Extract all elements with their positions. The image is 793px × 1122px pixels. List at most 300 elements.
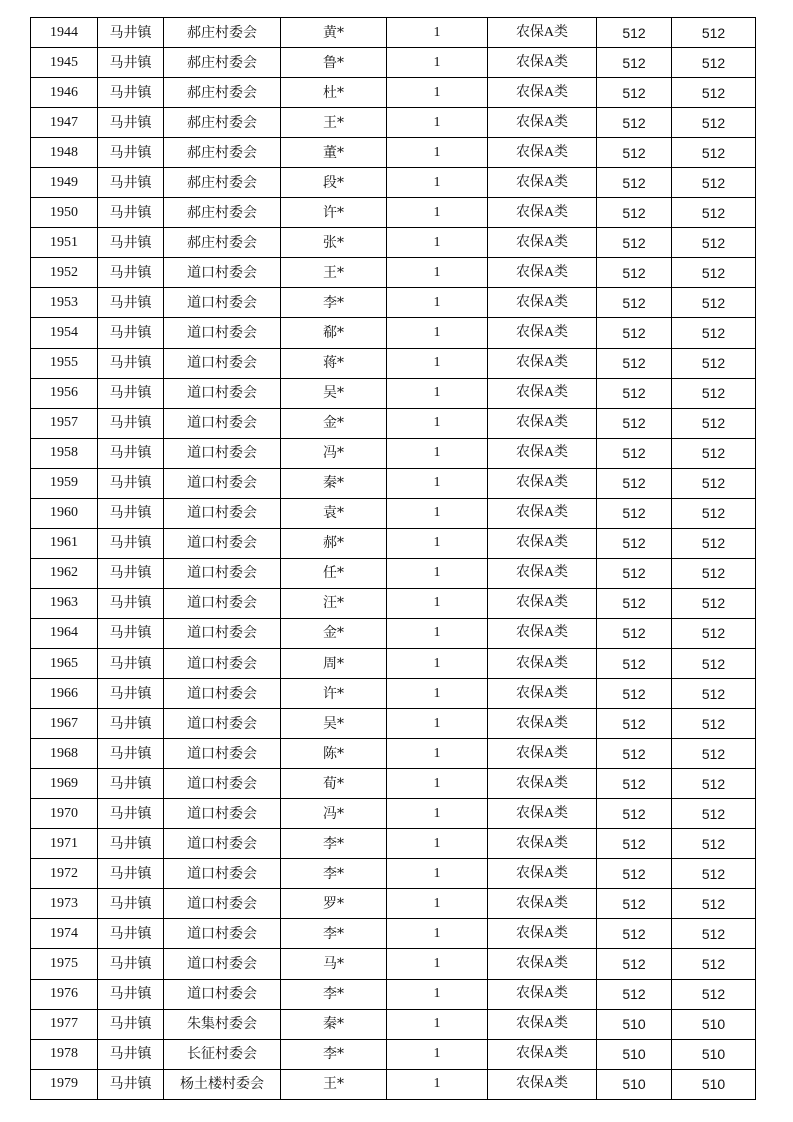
cell-amount-total: 512 — [672, 979, 756, 1009]
cell-town: 马井镇 — [98, 108, 164, 138]
cell-person-name: 吴* — [281, 709, 387, 739]
cell-serial-number: 1977 — [31, 1009, 98, 1039]
cell-amount-total: 512 — [672, 588, 756, 618]
table-row — [31, 919, 756, 949]
cell-person-name: 李* — [281, 288, 387, 318]
cell-village-committee: 郝庄村委会 — [164, 48, 281, 78]
cell-amount-total: 512 — [672, 679, 756, 709]
cell-town: 马井镇 — [98, 979, 164, 1009]
cell-insurance-type: 农保A类 — [488, 438, 597, 468]
cell-serial-number: 1968 — [31, 739, 98, 769]
cell-amount: 512 — [597, 438, 672, 468]
cell-serial-number: 1962 — [31, 558, 98, 588]
table-row — [31, 679, 756, 709]
cell-count: 1 — [387, 1039, 488, 1069]
cell-amount: 512 — [597, 618, 672, 648]
cell-serial-number: 1946 — [31, 78, 98, 108]
cell-count: 1 — [387, 979, 488, 1009]
cell-person-name: 张* — [281, 228, 387, 258]
cell-town: 马井镇 — [98, 889, 164, 919]
cell-amount-total: 512 — [672, 318, 756, 348]
cell-insurance-type: 农保A类 — [488, 889, 597, 919]
cell-serial-number: 1963 — [31, 588, 98, 618]
cell-village-committee: 杨土楼村委会 — [164, 1069, 281, 1099]
table-row — [31, 288, 756, 318]
cell-amount: 512 — [597, 829, 672, 859]
cell-insurance-type: 农保A类 — [488, 48, 597, 78]
cell-person-name: 段* — [281, 168, 387, 198]
cell-village-committee: 道口村委会 — [164, 468, 281, 498]
cell-serial-number: 1971 — [31, 829, 98, 859]
cell-serial-number: 1958 — [31, 438, 98, 468]
cell-serial-number: 1978 — [31, 1039, 98, 1069]
cell-amount-total: 512 — [672, 709, 756, 739]
cell-town: 马井镇 — [98, 528, 164, 558]
cell-count: 1 — [387, 78, 488, 108]
cell-insurance-type: 农保A类 — [488, 258, 597, 288]
table-row — [31, 198, 756, 228]
cell-amount-total: 512 — [672, 168, 756, 198]
cell-insurance-type: 农保A类 — [488, 799, 597, 829]
cell-village-committee: 道口村委会 — [164, 618, 281, 648]
cell-serial-number: 1967 — [31, 709, 98, 739]
table-row — [31, 829, 756, 859]
cell-count: 1 — [387, 138, 488, 168]
cell-amount: 512 — [597, 679, 672, 709]
cell-amount-total: 512 — [672, 438, 756, 468]
cell-person-name: 李* — [281, 859, 387, 889]
cell-town: 马井镇 — [98, 859, 164, 889]
cell-amount: 512 — [597, 588, 672, 618]
cell-amount: 512 — [597, 18, 672, 48]
cell-village-committee: 郝庄村委会 — [164, 78, 281, 108]
cell-serial-number: 1975 — [31, 949, 98, 979]
cell-amount: 510 — [597, 1039, 672, 1069]
roster-body — [31, 18, 756, 1100]
table-row — [31, 228, 756, 258]
cell-insurance-type: 农保A类 — [488, 679, 597, 709]
cell-count: 1 — [387, 588, 488, 618]
cell-count: 1 — [387, 408, 488, 438]
cell-amount: 512 — [597, 558, 672, 588]
cell-village-committee: 道口村委会 — [164, 408, 281, 438]
cell-amount-total: 512 — [672, 829, 756, 859]
cell-person-name: 罗* — [281, 889, 387, 919]
cell-village-committee: 道口村委会 — [164, 348, 281, 378]
cell-village-committee: 道口村委会 — [164, 919, 281, 949]
cell-insurance-type: 农保A类 — [488, 228, 597, 258]
cell-amount-total: 512 — [672, 48, 756, 78]
cell-count: 1 — [387, 949, 488, 979]
cell-insurance-type: 农保A类 — [488, 468, 597, 498]
cell-person-name: 荀* — [281, 769, 387, 799]
cell-person-name: 李* — [281, 919, 387, 949]
cell-insurance-type: 农保A类 — [488, 979, 597, 1009]
cell-serial-number: 1973 — [31, 889, 98, 919]
cell-amount-total: 510 — [672, 1039, 756, 1069]
cell-town: 马井镇 — [98, 829, 164, 859]
cell-serial-number: 1972 — [31, 859, 98, 889]
cell-count: 1 — [387, 859, 488, 889]
cell-amount-total: 512 — [672, 78, 756, 108]
table-row — [31, 168, 756, 198]
cell-town: 马井镇 — [98, 709, 164, 739]
cell-insurance-type: 农保A类 — [488, 18, 597, 48]
cell-amount: 512 — [597, 348, 672, 378]
cell-count: 1 — [387, 648, 488, 678]
table-row — [31, 498, 756, 528]
cell-person-name: 李* — [281, 829, 387, 859]
cell-insurance-type: 农保A类 — [488, 558, 597, 588]
cell-count: 1 — [387, 528, 488, 558]
cell-serial-number: 1965 — [31, 648, 98, 678]
cell-serial-number: 1964 — [31, 618, 98, 648]
cell-count: 1 — [387, 919, 488, 949]
cell-person-name: 金* — [281, 618, 387, 648]
cell-village-committee: 朱集村委会 — [164, 1009, 281, 1039]
cell-serial-number: 1960 — [31, 498, 98, 528]
cell-amount: 512 — [597, 709, 672, 739]
cell-amount-total: 512 — [672, 558, 756, 588]
cell-town: 马井镇 — [98, 78, 164, 108]
cell-serial-number: 1947 — [31, 108, 98, 138]
cell-count: 1 — [387, 18, 488, 48]
cell-insurance-type: 农保A类 — [488, 318, 597, 348]
cell-village-committee: 郝庄村委会 — [164, 168, 281, 198]
cell-amount-total: 512 — [672, 799, 756, 829]
cell-amount: 512 — [597, 288, 672, 318]
table-row — [31, 709, 756, 739]
cell-person-name: 任* — [281, 558, 387, 588]
cell-person-name: 陈* — [281, 739, 387, 769]
cell-village-committee: 道口村委会 — [164, 799, 281, 829]
cell-count: 1 — [387, 709, 488, 739]
table-row — [31, 859, 756, 889]
cell-town: 马井镇 — [98, 1039, 164, 1069]
cell-person-name: 黄* — [281, 18, 387, 48]
cell-serial-number: 1961 — [31, 528, 98, 558]
cell-count: 1 — [387, 799, 488, 829]
table-row — [31, 889, 756, 919]
table-row — [31, 1009, 756, 1039]
cell-insurance-type: 农保A类 — [488, 348, 597, 378]
cell-town: 马井镇 — [98, 288, 164, 318]
table-row — [31, 558, 756, 588]
cell-amount: 512 — [597, 739, 672, 769]
cell-town: 马井镇 — [98, 198, 164, 228]
cell-amount-total: 512 — [672, 949, 756, 979]
table-row — [31, 648, 756, 678]
table-row — [31, 438, 756, 468]
cell-serial-number: 1952 — [31, 258, 98, 288]
table-row — [31, 618, 756, 648]
cell-village-committee: 郝庄村委会 — [164, 138, 281, 168]
cell-village-committee: 道口村委会 — [164, 378, 281, 408]
cell-town: 马井镇 — [98, 648, 164, 678]
cell-amount-total: 512 — [672, 769, 756, 799]
cell-insurance-type: 农保A类 — [488, 919, 597, 949]
cell-person-name: 金* — [281, 408, 387, 438]
cell-amount-total: 512 — [672, 348, 756, 378]
cell-serial-number: 1954 — [31, 318, 98, 348]
cell-insurance-type: 农保A类 — [488, 108, 597, 138]
cell-amount: 512 — [597, 498, 672, 528]
cell-amount: 512 — [597, 408, 672, 438]
cell-amount-total: 512 — [672, 198, 756, 228]
cell-town: 马井镇 — [98, 618, 164, 648]
cell-village-committee: 长征村委会 — [164, 1039, 281, 1069]
cell-insurance-type: 农保A类 — [488, 1009, 597, 1039]
cell-village-committee: 郝庄村委会 — [164, 198, 281, 228]
cell-insurance-type: 农保A类 — [488, 769, 597, 799]
cell-amount-total: 512 — [672, 228, 756, 258]
cell-amount: 512 — [597, 799, 672, 829]
cell-town: 马井镇 — [98, 18, 164, 48]
cell-town: 马井镇 — [98, 438, 164, 468]
cell-village-committee: 道口村委会 — [164, 739, 281, 769]
cell-serial-number: 1969 — [31, 769, 98, 799]
cell-amount-total: 512 — [672, 378, 756, 408]
table-row — [31, 588, 756, 618]
cell-serial-number: 1976 — [31, 979, 98, 1009]
cell-person-name: 董* — [281, 138, 387, 168]
cell-serial-number: 1944 — [31, 18, 98, 48]
roster-table — [30, 17, 756, 1100]
cell-insurance-type: 农保A类 — [488, 949, 597, 979]
cell-village-committee: 道口村委会 — [164, 258, 281, 288]
table-row — [31, 348, 756, 378]
cell-amount-total: 512 — [672, 889, 756, 919]
cell-village-committee: 道口村委会 — [164, 648, 281, 678]
cell-insurance-type: 农保A类 — [488, 829, 597, 859]
cell-person-name: 周* — [281, 648, 387, 678]
cell-count: 1 — [387, 258, 488, 288]
cell-serial-number: 1948 — [31, 138, 98, 168]
cell-village-committee: 道口村委会 — [164, 709, 281, 739]
table-row — [31, 739, 756, 769]
cell-village-committee: 道口村委会 — [164, 288, 281, 318]
cell-serial-number: 1945 — [31, 48, 98, 78]
table-row — [31, 1069, 756, 1099]
cell-insurance-type: 农保A类 — [488, 408, 597, 438]
cell-amount-total: 512 — [672, 528, 756, 558]
cell-count: 1 — [387, 318, 488, 348]
cell-village-committee: 道口村委会 — [164, 859, 281, 889]
cell-insurance-type: 农保A类 — [488, 648, 597, 678]
cell-serial-number: 1979 — [31, 1069, 98, 1099]
cell-amount-total: 512 — [672, 618, 756, 648]
cell-village-committee: 郝庄村委会 — [164, 108, 281, 138]
cell-village-committee: 道口村委会 — [164, 438, 281, 468]
cell-amount-total: 512 — [672, 859, 756, 889]
cell-serial-number: 1966 — [31, 679, 98, 709]
cell-amount: 512 — [597, 648, 672, 678]
cell-count: 1 — [387, 739, 488, 769]
cell-person-name: 王* — [281, 108, 387, 138]
cell-amount: 512 — [597, 198, 672, 228]
cell-amount: 512 — [597, 378, 672, 408]
cell-count: 1 — [387, 198, 488, 228]
cell-amount: 512 — [597, 258, 672, 288]
cell-village-committee: 道口村委会 — [164, 979, 281, 1009]
table-row — [31, 138, 756, 168]
cell-count: 1 — [387, 679, 488, 709]
table-row — [31, 979, 756, 1009]
cell-amount-total: 510 — [672, 1069, 756, 1099]
cell-person-name: 郝* — [281, 528, 387, 558]
cell-serial-number: 1956 — [31, 378, 98, 408]
cell-town: 马井镇 — [98, 408, 164, 438]
table-row — [31, 108, 756, 138]
cell-town: 马井镇 — [98, 739, 164, 769]
cell-amount-total: 512 — [672, 919, 756, 949]
cell-village-committee: 道口村委会 — [164, 889, 281, 919]
cell-town: 马井镇 — [98, 949, 164, 979]
cell-amount-total: 512 — [672, 108, 756, 138]
cell-serial-number: 1955 — [31, 348, 98, 378]
cell-insurance-type: 农保A类 — [488, 618, 597, 648]
table-row — [31, 468, 756, 498]
table-row — [31, 318, 756, 348]
cell-serial-number: 1959 — [31, 468, 98, 498]
cell-town: 马井镇 — [98, 48, 164, 78]
cell-count: 1 — [387, 558, 488, 588]
cell-amount: 512 — [597, 919, 672, 949]
table-row — [31, 378, 756, 408]
cell-serial-number: 1950 — [31, 198, 98, 228]
cell-village-committee: 郝庄村委会 — [164, 18, 281, 48]
cell-town: 马井镇 — [98, 1009, 164, 1039]
cell-serial-number: 1974 — [31, 919, 98, 949]
cell-person-name: 吴* — [281, 378, 387, 408]
cell-insurance-type: 农保A类 — [488, 528, 597, 558]
cell-person-name: 秦* — [281, 468, 387, 498]
cell-count: 1 — [387, 1009, 488, 1039]
cell-count: 1 — [387, 438, 488, 468]
table-row — [31, 1039, 756, 1069]
cell-village-committee: 道口村委会 — [164, 588, 281, 618]
cell-amount: 512 — [597, 78, 672, 108]
table-row — [31, 78, 756, 108]
cell-amount: 512 — [597, 138, 672, 168]
cell-town: 马井镇 — [98, 558, 164, 588]
cell-village-committee: 道口村委会 — [164, 528, 281, 558]
cell-insurance-type: 农保A类 — [488, 378, 597, 408]
cell-count: 1 — [387, 468, 488, 498]
cell-serial-number: 1957 — [31, 408, 98, 438]
cell-count: 1 — [387, 48, 488, 78]
cell-amount-total: 512 — [672, 258, 756, 288]
table-row — [31, 258, 756, 288]
cell-insurance-type: 农保A类 — [488, 288, 597, 318]
cell-insurance-type: 农保A类 — [488, 739, 597, 769]
cell-village-committee: 道口村委会 — [164, 498, 281, 528]
cell-person-name: 袁* — [281, 498, 387, 528]
table-row — [31, 18, 756, 48]
cell-amount: 510 — [597, 1009, 672, 1039]
cell-village-committee: 道口村委会 — [164, 829, 281, 859]
cell-town: 马井镇 — [98, 679, 164, 709]
cell-person-name: 李* — [281, 979, 387, 1009]
cell-amount: 512 — [597, 889, 672, 919]
cell-person-name: 许* — [281, 198, 387, 228]
cell-serial-number: 1949 — [31, 168, 98, 198]
cell-village-committee: 道口村委会 — [164, 949, 281, 979]
cell-serial-number: 1951 — [31, 228, 98, 258]
cell-count: 1 — [387, 108, 488, 138]
cell-town: 马井镇 — [98, 498, 164, 528]
cell-count: 1 — [387, 889, 488, 919]
cell-town: 马井镇 — [98, 228, 164, 258]
cell-count: 1 — [387, 498, 488, 528]
cell-amount-total: 512 — [672, 18, 756, 48]
cell-town: 马井镇 — [98, 1069, 164, 1099]
cell-town: 马井镇 — [98, 919, 164, 949]
cell-person-name: 汪* — [281, 588, 387, 618]
cell-insurance-type: 农保A类 — [488, 1069, 597, 1099]
cell-amount: 512 — [597, 318, 672, 348]
cell-amount: 512 — [597, 769, 672, 799]
table-row — [31, 48, 756, 78]
cell-amount-total: 510 — [672, 1009, 756, 1039]
cell-amount: 512 — [597, 468, 672, 498]
cell-person-name: 冯* — [281, 438, 387, 468]
cell-count: 1 — [387, 378, 488, 408]
cell-person-name: 许* — [281, 679, 387, 709]
cell-village-committee: 道口村委会 — [164, 769, 281, 799]
cell-amount-total: 512 — [672, 468, 756, 498]
cell-village-committee: 道口村委会 — [164, 679, 281, 709]
cell-count: 1 — [387, 228, 488, 258]
cell-amount-total: 512 — [672, 498, 756, 528]
cell-village-committee: 郝庄村委会 — [164, 228, 281, 258]
cell-amount: 512 — [597, 979, 672, 1009]
cell-town: 马井镇 — [98, 318, 164, 348]
cell-town: 马井镇 — [98, 168, 164, 198]
cell-insurance-type: 农保A类 — [488, 168, 597, 198]
cell-count: 1 — [387, 288, 488, 318]
cell-village-committee: 道口村委会 — [164, 558, 281, 588]
cell-count: 1 — [387, 168, 488, 198]
cell-amount: 512 — [597, 108, 672, 138]
cell-amount: 512 — [597, 168, 672, 198]
cell-person-name: 郗* — [281, 318, 387, 348]
cell-count: 1 — [387, 618, 488, 648]
cell-count: 1 — [387, 769, 488, 799]
cell-person-name: 李* — [281, 1039, 387, 1069]
cell-insurance-type: 农保A类 — [488, 198, 597, 228]
table-row — [31, 408, 756, 438]
cell-insurance-type: 农保A类 — [488, 709, 597, 739]
cell-person-name: 蒋* — [281, 348, 387, 378]
cell-serial-number: 1970 — [31, 799, 98, 829]
cell-insurance-type: 农保A类 — [488, 78, 597, 108]
cell-town: 马井镇 — [98, 378, 164, 408]
cell-serial-number: 1953 — [31, 288, 98, 318]
cell-amount-total: 512 — [672, 648, 756, 678]
cell-town: 马井镇 — [98, 138, 164, 168]
cell-amount: 512 — [597, 48, 672, 78]
table-row — [31, 528, 756, 558]
cell-count: 1 — [387, 1069, 488, 1099]
cell-person-name: 秦* — [281, 1009, 387, 1039]
cell-amount-total: 512 — [672, 138, 756, 168]
cell-person-name: 马* — [281, 949, 387, 979]
cell-town: 马井镇 — [98, 769, 164, 799]
cell-amount: 512 — [597, 859, 672, 889]
cell-insurance-type: 农保A类 — [488, 588, 597, 618]
cell-amount: 512 — [597, 949, 672, 979]
